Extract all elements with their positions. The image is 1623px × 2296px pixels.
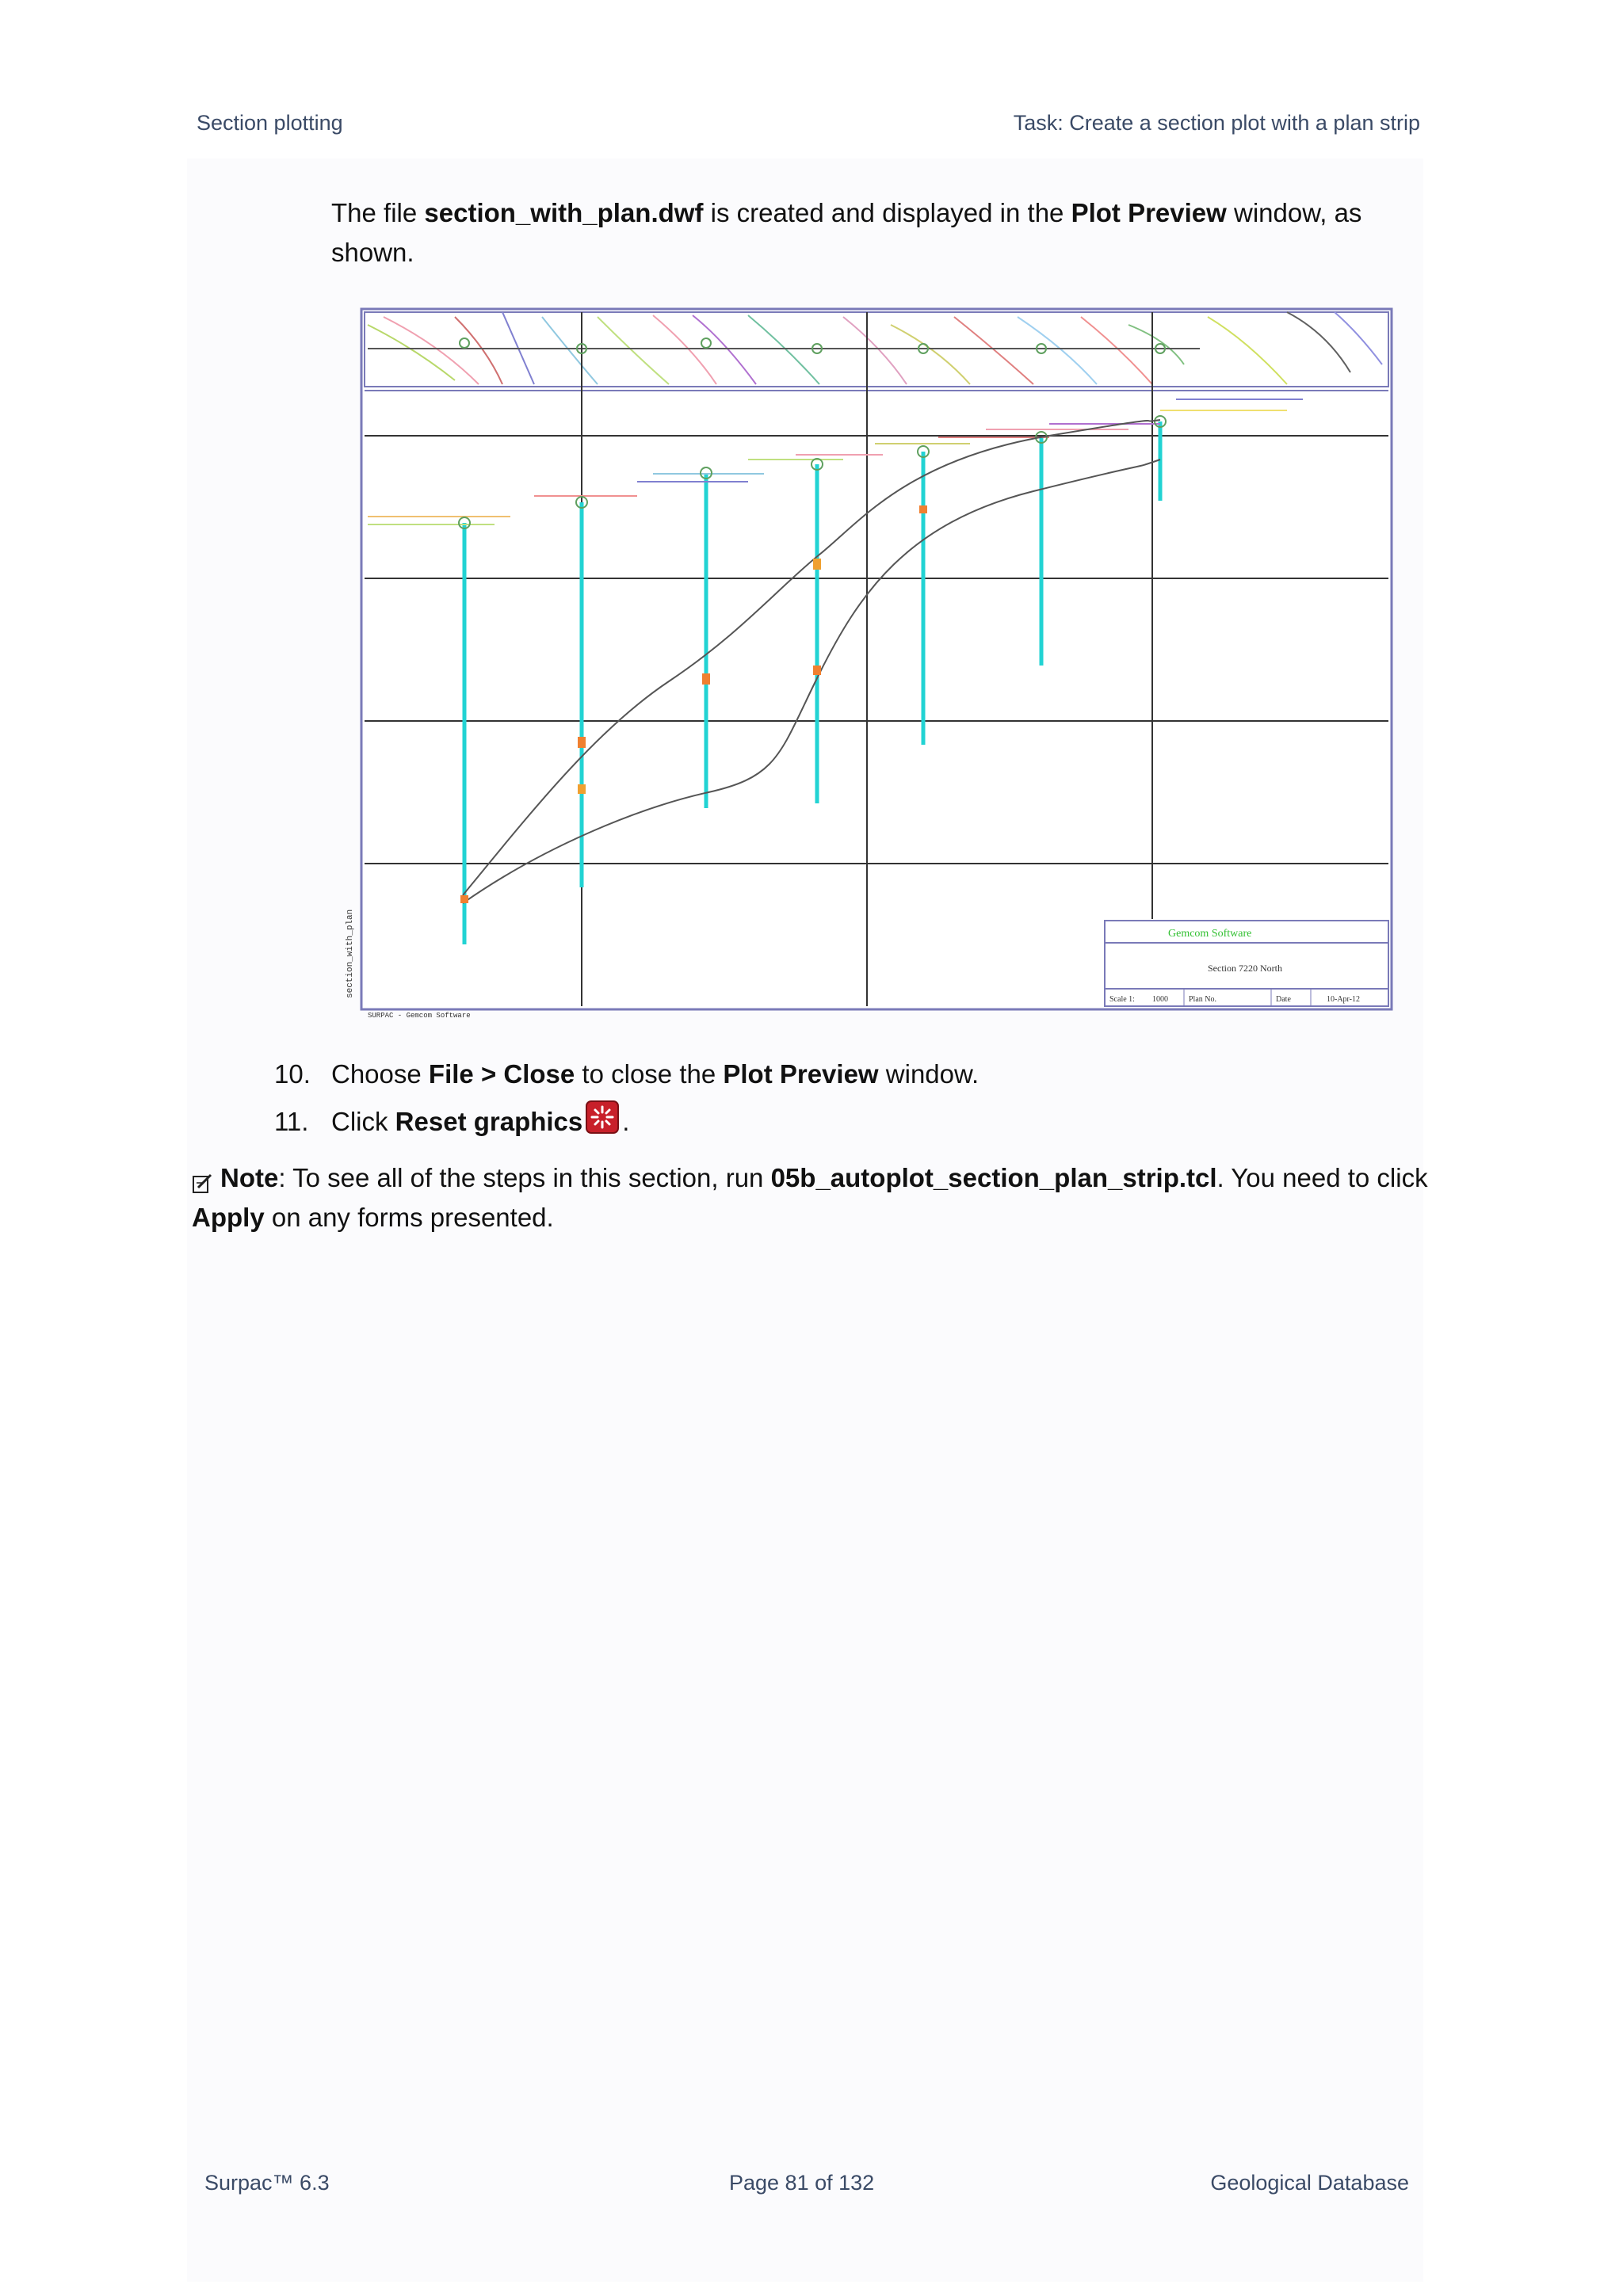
step-10	[274, 1051, 1384, 1098]
title-block-date-value: 10-Apr-12	[1327, 995, 1361, 1004]
title-block	[1105, 921, 1388, 1006]
note-paragraph: Note: To see all of the steps in this section, run 05b_autoplot_section_plan_strip.tcl. You need to click Apply on any forms presented.	[192, 1163, 1428, 1232]
window-name: Plot Preview	[1071, 198, 1227, 227]
step-11	[274, 1098, 1384, 1146]
window-name: Plot Preview	[723, 1059, 879, 1089]
step-number: 11.	[274, 1107, 309, 1136]
apply-label: Apply	[192, 1203, 265, 1232]
title-block-section: Section 7220 North	[1208, 963, 1282, 974]
title-block-scale-label: Scale 1:	[1109, 995, 1135, 1004]
note-label: Note	[220, 1163, 279, 1192]
file-name: section_with_plan.dwf	[424, 198, 704, 227]
step-number: 10.	[274, 1059, 311, 1089]
command-name: Reset graphics	[395, 1107, 583, 1136]
script-name: 05b_autoplot_section_plan_strip.tcl	[770, 1163, 1217, 1192]
header-section-title: Section plotting	[197, 111, 343, 135]
title-block-date-label: Date	[1276, 995, 1291, 1004]
plot-preview-figure	[336, 301, 1398, 1019]
footer-page-number: Page 81 of 132	[729, 2171, 875, 2195]
title-block-scale-value: 1000	[1152, 995, 1168, 1004]
plot-frame	[361, 309, 1392, 1009]
reset-graphics-icon	[586, 1100, 619, 1134]
header-task-title: Task: Create a section plot with a plan strip	[1013, 111, 1420, 135]
title-block-company: Gemcom Software	[1168, 928, 1252, 940]
intro-text-3: window, as shown.	[331, 198, 1362, 267]
title-block-plan-label: Plan No.	[1189, 995, 1216, 1004]
section-plot-svg	[336, 301, 1398, 1019]
step-text: Choose File > Close to close the Plot Preview window.	[331, 1059, 980, 1089]
intro-text-2: is created and displayed in the	[703, 198, 1071, 227]
figure-side-label: section_with_plan	[346, 909, 355, 998]
menu-path: File > Close	[428, 1059, 575, 1089]
intro-text-1: The file	[331, 198, 425, 227]
footer-module: Geological Database	[1210, 2171, 1409, 2195]
steps-list	[274, 1051, 1384, 1146]
footer-product: Surpac™ 6.3	[204, 2171, 330, 2195]
intro-paragraph	[331, 193, 1425, 273]
figure-bottom-label: SURPAC - Gemcom Software	[368, 1012, 471, 1019]
note-pencil-icon	[192, 1165, 214, 1188]
step-text: Click Reset graphics .	[331, 1102, 629, 1142]
